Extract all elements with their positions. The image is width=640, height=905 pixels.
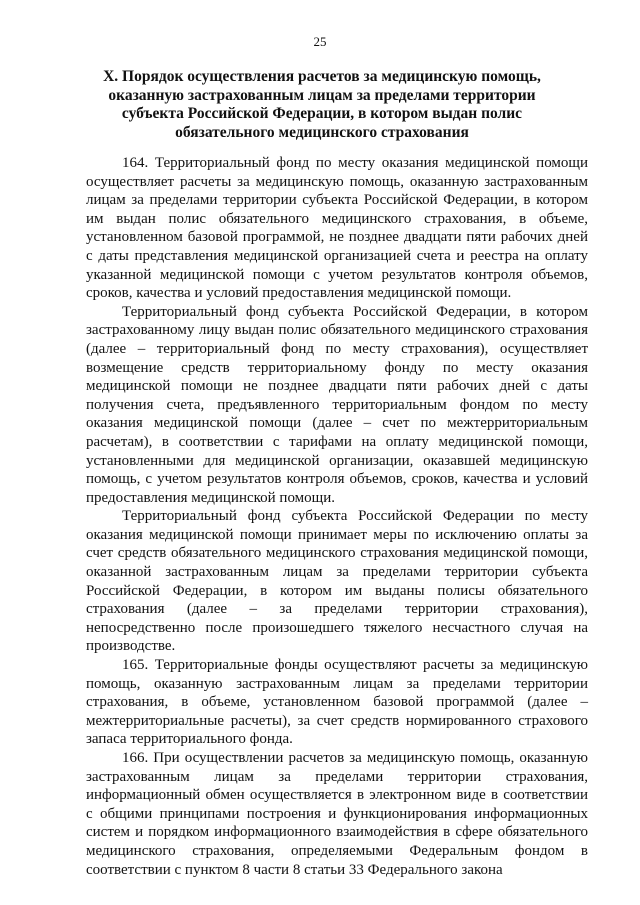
paragraph-164: 164. Территориальный фонд по месту оказания медицинской помощи осуществляет расчеты за медицинскую помощь, оказанную застрахованным лицам за пределами территории субъекта Российской Федерации, в котором им выдан полис обязательного медицинского страхования, в объеме, установленном базовой программой, не позднее двадцати пяти рабочих дней с даты представления медицинской организацией счета и реестра на оплату указанной медицинской помощи с учетом результатов контроля объемов, сроков, качества и условий предоставления медицинской помощи. (86, 155, 588, 302)
paragraph-reimbursement: Территориальный фонд субъекта Российской Федерации, в котором застрахованному лицу выдан полис обязательного медицинского страхования (далее – территориальный фонд по месту страхования), осуществляет возмещение средств территориальному фонду по месту оказания медицинской помощи не позднее двадцати пяти рабочих дней с даты получения счета, предъявленного территориальным фондом по месту оказания медицинской помощи (далее – счет по межтерриториальным расчетам), в соответствии с тарифами на оплату медицинской помощи, установленными для медицинской организации, оказавшей медицинскую помощь, с учетом результатов контроля объемов, сроков, качества и условий предоставления медицинской помощи. (86, 303, 588, 506)
document-body (86, 154, 588, 879)
paragraph-166: 166. При осуществлении расчетов за медицинскую помощь, оказанную застрахованным лицам за пределами территории страхования, информационный обмен осуществляется в электронном виде в соответствии с общими принципами построения и функционирования информационных систем и порядком информационного взаимодействия в сфере обязательного медицинского страхования, определяемыми Федеральным фондом в соответствии с пунктом 8 части 8 статьи 33 Федерального закона (86, 750, 588, 878)
paragraph-exclusion: Территориальный фонд субъекта Российской Федерации по месту оказания медицинской помощи принимает меры по исключению оплаты за счет средств обязательного медицинского страхования медицинской помощи, оказанной застрахованным лицам за пределами территории субъекта Российской Федерации, в котором им выданы полисы обязательного страхования (далее – за пределами территории страхования), непосредственно после произошедшего тяжелого несчастного случая на производстве. (86, 508, 588, 655)
page-number: 25 (313, 34, 327, 49)
paragraph-165: 165. Территориальные фонды осуществляют расчеты за медицинскую помощь, оказанную застрахованным лицам за пределами территории страхования, в объеме, установленном базовой программой (далее – межтерриториальные расчеты), за счет средств нормированного страхового запаса территориального фонда. (86, 657, 588, 748)
section-heading: X. Порядок осуществления расчетов за медицинскую помощь, оказанную застрахованным лицам за пределами территории субъекта Российской Федерации, в котором выдан полис обязательного медицинского страхования (103, 68, 541, 141)
